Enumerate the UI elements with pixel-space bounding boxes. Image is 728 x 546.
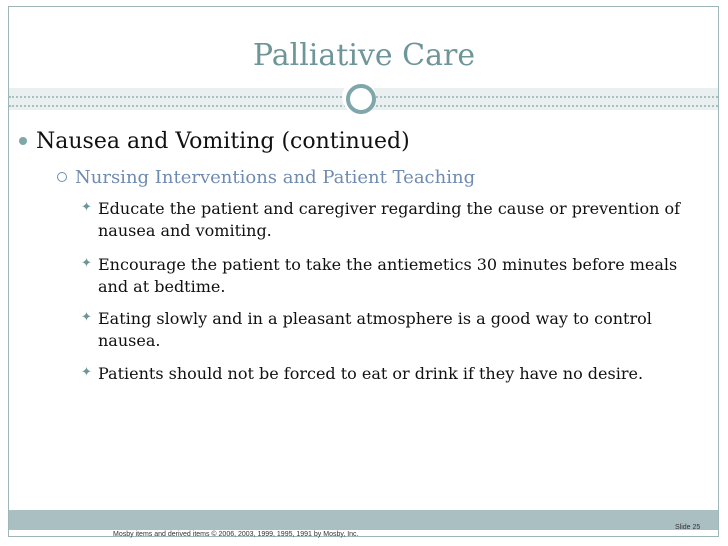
bullet-level3-text: Educate the patient and caregiver regarding the cause or prevention of nausea and vomiting.: [98, 199, 681, 240]
bullet-level3-item: [81, 254, 698, 298]
diamond-four-point-icon: ✦: [81, 310, 92, 325]
slide-title: Palliative Care: [252, 38, 476, 73]
footer-band: [9, 510, 718, 530]
bullet-level3-item: [81, 363, 698, 385]
diamond-four-point-icon: ✦: [81, 256, 92, 271]
bullet-level2: [75, 166, 695, 190]
bullet-level3-text: Encourage the patient to take the antiemetics 30 minutes before meals and at bedtime.: [98, 255, 678, 296]
bullet-level1: [36, 128, 706, 156]
bullet-level3-text: Patients should not be forced to eat or drink if they have no desire.: [98, 364, 644, 383]
bullet-level2-text: Nursing Interventions and Patient Teaching: [75, 167, 476, 188]
ring-icon-inner: [346, 84, 376, 114]
diamond-four-point-icon: ✦: [81, 200, 92, 215]
hollow-circle-icon: [57, 172, 67, 182]
copyright-notice: Mosby items and derived items © 2006, 2003, 1999, 1995, 1991 by Mosby, Inc.: [113, 531, 359, 538]
bullet-level3-text: Eating slowly and in a pleasant atmosphere is a good way to control nausea.: [98, 309, 652, 350]
filled-circle-icon: [19, 137, 27, 145]
bullet-level1-text: Nausea and Vomiting (continued): [36, 129, 410, 154]
slide-number: Slide 25: [675, 524, 701, 531]
diamond-four-point-icon: ✦: [81, 365, 92, 380]
bullet-level3-item: [81, 198, 698, 242]
bullet-level3-item: [81, 308, 698, 352]
ring-icon: [342, 80, 376, 114]
